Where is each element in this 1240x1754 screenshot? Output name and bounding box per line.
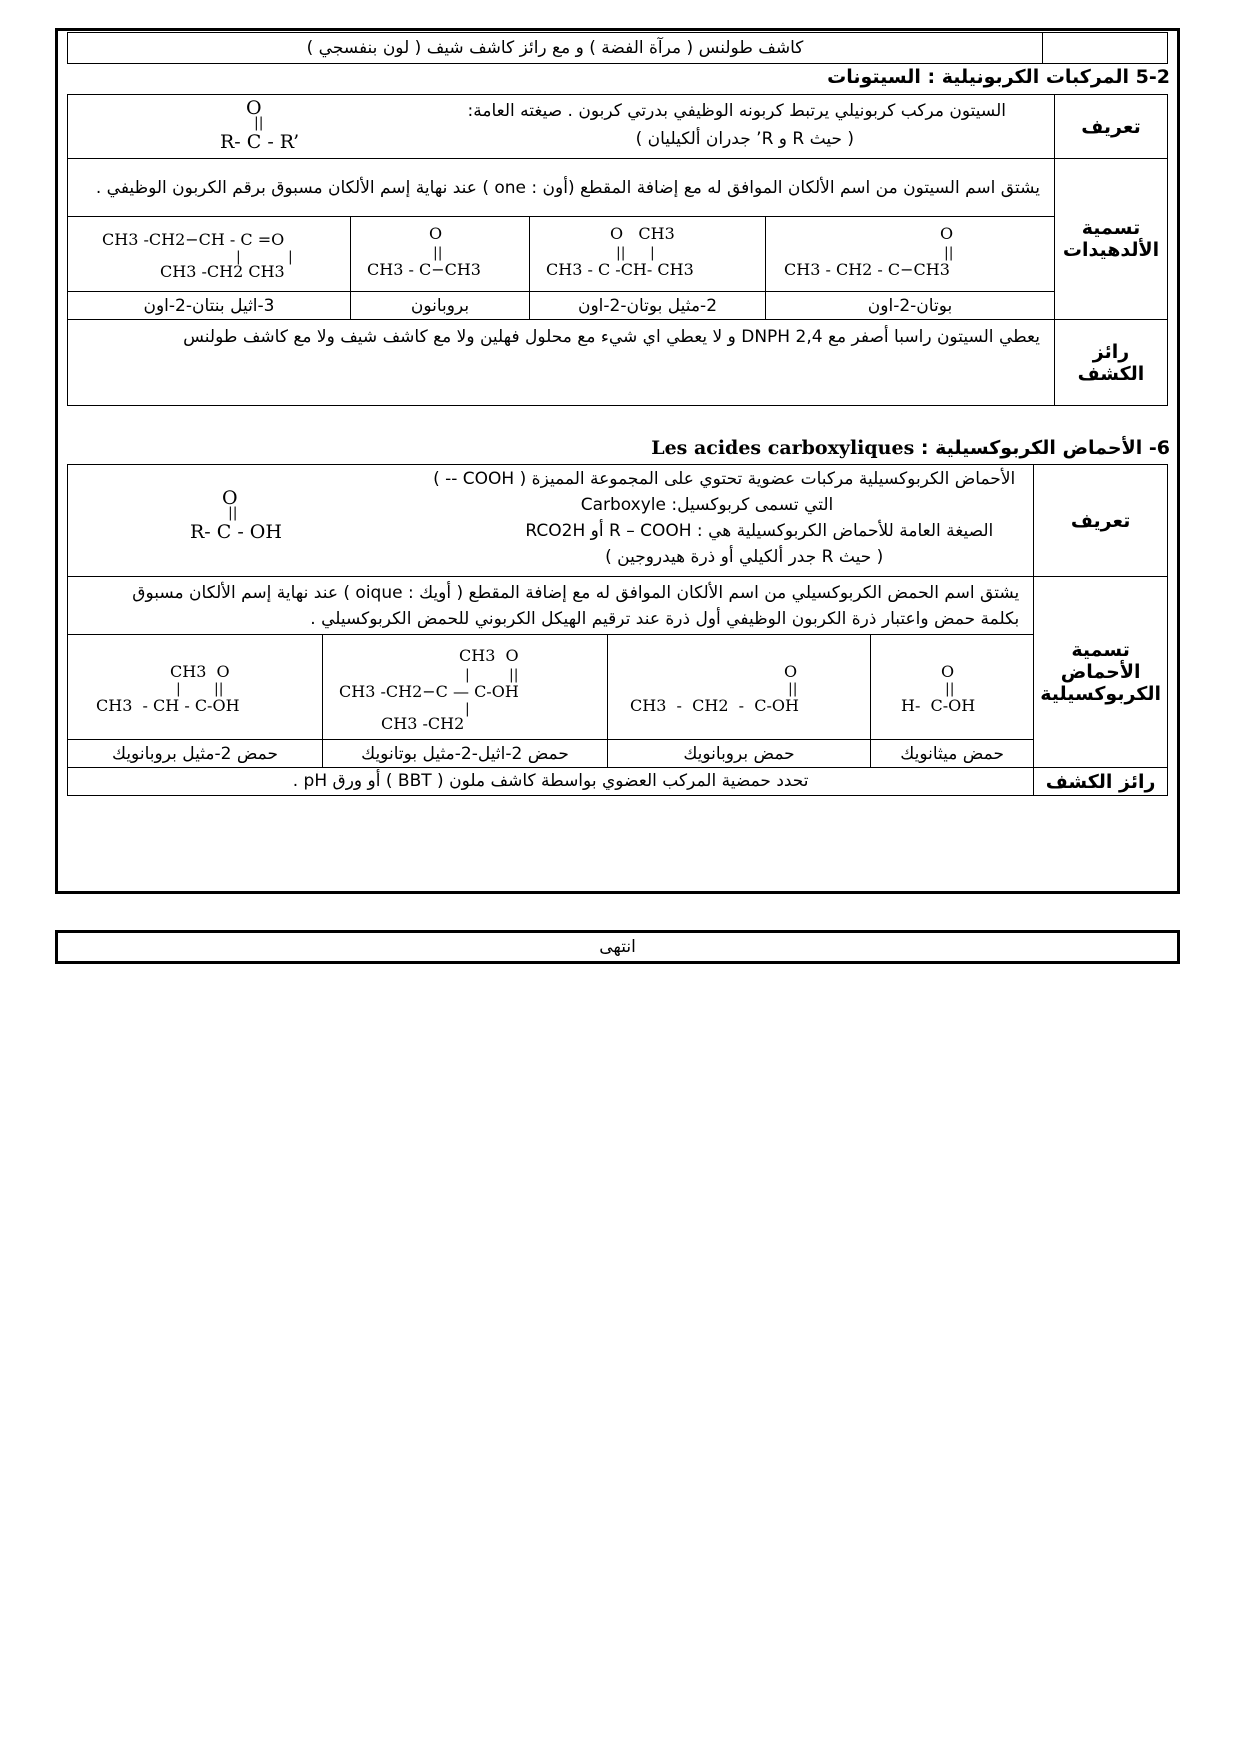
ketone-ex1-line2: CH3 -CH2 CH3 [160, 262, 285, 281]
ketones-heading: 5-2 المركبات الكربونيلية : السيتونات [827, 66, 1170, 88]
ketone-example-name: بروبانون [351, 292, 530, 320]
ketone-example-name: بوتان-2-اون [766, 292, 1055, 320]
ketone-ex3-bond: || [616, 245, 626, 261]
acid-ex1-line1: CH3 - CH - C-OH [96, 696, 240, 715]
ketones-definition-label: تعريف [1055, 95, 1168, 159]
acid-example-4-structure [871, 635, 1031, 735]
acids-test-label: رائز الكشف [1034, 768, 1168, 796]
acid-general-formula-o: O [222, 487, 238, 509]
acid-example-formula [871, 635, 1034, 740]
acid-ex1-top: CH3 O [170, 662, 230, 681]
acids-test-text: تحدد حمضية المركب العضوي بواسطة كاشف ملون ( BBT ) أو ورق pH . [68, 768, 1034, 796]
ketone-ex4-top: O [940, 224, 954, 243]
acid-example-formula [323, 635, 608, 740]
ketones-definition-line2: ( حيث R و R’ جدران ألكيليان ) [635, 129, 854, 149]
ketone-example-4-structure [766, 217, 1026, 287]
ketone-example-2-structure [351, 217, 529, 287]
acid-example-1-structure [68, 635, 322, 735]
ketone-example-3-structure [530, 217, 765, 287]
acids-naming-label: تسمية الأحماض الكربوكسيلية [1034, 577, 1168, 768]
top-row-text: كاشف طولنس ( مرآة الفضة ) و مع رائز كاشف شيف ( لون بنفسجي ) [68, 33, 1043, 64]
acids-heading [651, 437, 1170, 459]
acid-ex1-bond: || [214, 681, 224, 697]
ketone-example-formula [530, 217, 766, 292]
acid-ex3-line1: CH3 - CH2 - C-OH [630, 696, 799, 715]
acids-definition-cell [68, 465, 1034, 577]
ketone-ex2-bond: || [433, 245, 443, 261]
ketone-general-formula-o: O [246, 97, 262, 119]
acid-ex2-bond: || [509, 667, 519, 683]
acid-example-formula [608, 635, 871, 740]
acid-ex2-bond3: | [465, 701, 470, 717]
acid-ex3-bond: || [788, 681, 798, 697]
acids-definition-label: تعريف [1034, 465, 1168, 577]
acid-ex4-top: O [941, 662, 955, 681]
acid-ex3-top: O [784, 662, 798, 681]
top-row-table [67, 32, 1168, 64]
acid-general-formula: R- C - OH [190, 521, 282, 543]
acid-ex2-bond2: | [465, 667, 470, 683]
acids-naming-text: يشتق اسم الحمض الكربوكسيلي من اسم الألكان الموافق له مع إضافة المقطع ( أويك : oique ) عند نهاية إسم الألكان مسبوق بكلمة حمض واعتبار ذرة الكربون الوظيفي أول ذرة عند ترقيم الهيكل الكربوني للحمض الكربوكسيلي . [68, 577, 1034, 635]
ketone-ex4-line1: CH3 - CH2 - C−CH3 [784, 260, 950, 279]
acid-ex4-line1: H- C-OH [901, 696, 976, 715]
ketones-table [67, 94, 1168, 406]
ketone-example-name: 3-اثيل بنتان-2-اون [68, 292, 351, 320]
ketone-example-formula [68, 217, 351, 292]
acid-ex2-line1: CH3 -CH2−C — C-OH [339, 682, 519, 701]
acid-double-bond: || [228, 505, 238, 521]
ketone-ex2-line1: CH3 - C−CH3 [367, 260, 481, 279]
acid-ex4-bond: || [945, 681, 955, 697]
acid-ex2-line2: CH3 -CH2 [381, 714, 465, 733]
end-text: انتهى [599, 937, 636, 957]
ketone-ex1-bond2: | [288, 249, 293, 265]
ketone-ex1-line1: CH3 -CH2−CH - C =O [102, 230, 285, 249]
ketones-definition-line1: السيتون مركب كربونيلي يرتبط كربونه الوظيفي بدرتي كربون . صيغته العامة: [467, 101, 1006, 121]
acids-table [67, 464, 1168, 796]
acid-example-2-structure [323, 635, 607, 735]
acid-example-name: حمض بروبانويك [608, 740, 871, 768]
ketone-ex2-top: O [429, 224, 443, 243]
ketone-ex4-bond: || [944, 245, 954, 261]
ketone-example-1-structure [68, 217, 350, 287]
ketone-double-bond: || [254, 115, 264, 131]
acids-heading-ar: 6- الأحماض الكربوكسيلية : [920, 437, 1170, 459]
acid-example-name: حمض 2-اثيل-2-مثيل بوتانويك [323, 740, 608, 768]
acid-example-formula [68, 635, 323, 740]
acid-example-3-structure [608, 635, 870, 735]
acid-example-name: حمض 2-مثيل بروبانويك [68, 740, 323, 768]
top-row-label-cell [1043, 33, 1168, 64]
acids-heading-fr: Les acides carboxyliques [651, 437, 915, 459]
ketone-example-formula [351, 217, 530, 292]
ketones-definition-cell [68, 95, 1055, 159]
acid-ex2-top: CH3 O [459, 646, 519, 665]
ketone-ex3-bond2: | [650, 245, 655, 261]
acids-definition-line3: الصيغة العامة للأحماض الكربوكسيلية هي : R – COOH أو RCO2H [525, 521, 994, 541]
ketones-test-label: رائز الكشف [1055, 320, 1168, 406]
ketones-naming-label: تسمية الألدهيدات [1055, 159, 1168, 320]
ketone-general-formula: R- C - R’ [220, 131, 300, 153]
ketone-ex3-line1: CH3 - C -CH- CH3 [546, 260, 694, 279]
acids-definition-line2: التي تسمى كربوكسيل: Carboxyle [580, 495, 834, 515]
acids-definition-line4: ( حيث R جدر ألكيلي أو ذرة هيدروجين ) [605, 547, 884, 567]
acids-definition-line1: الأحماض الكربوكسيلية مركبات عضوية تحتوي على المجموعة المميزة ( COOH -- ) [433, 469, 1016, 489]
ketone-ex1-bond1: | [236, 249, 241, 265]
ketone-ex3-top: O CH3 [610, 224, 675, 243]
acid-ex1-bond2: | [176, 681, 181, 697]
ketones-naming-text: يشتق اسم السيتون من اسم الألكان الموافق له مع إضافة المقطع (أون : one ) عند نهاية إسم الألكان مسبوق برقم الكربون الوظيفي . [68, 159, 1055, 217]
end-box [55, 930, 1180, 964]
ketone-example-name: 2-مثيل بوتان-2-اون [530, 292, 766, 320]
ketone-example-formula [766, 217, 1055, 292]
acid-example-name: حمض ميثانويك [871, 740, 1034, 768]
ketones-test-text: يعطي السيتون راسبا أصفر مع 2,4 DNPH و لا يعطي اي شيء مع محلول فهلين ولا مع كاشف شيف ولا مع كاشف طولنس [68, 320, 1055, 406]
